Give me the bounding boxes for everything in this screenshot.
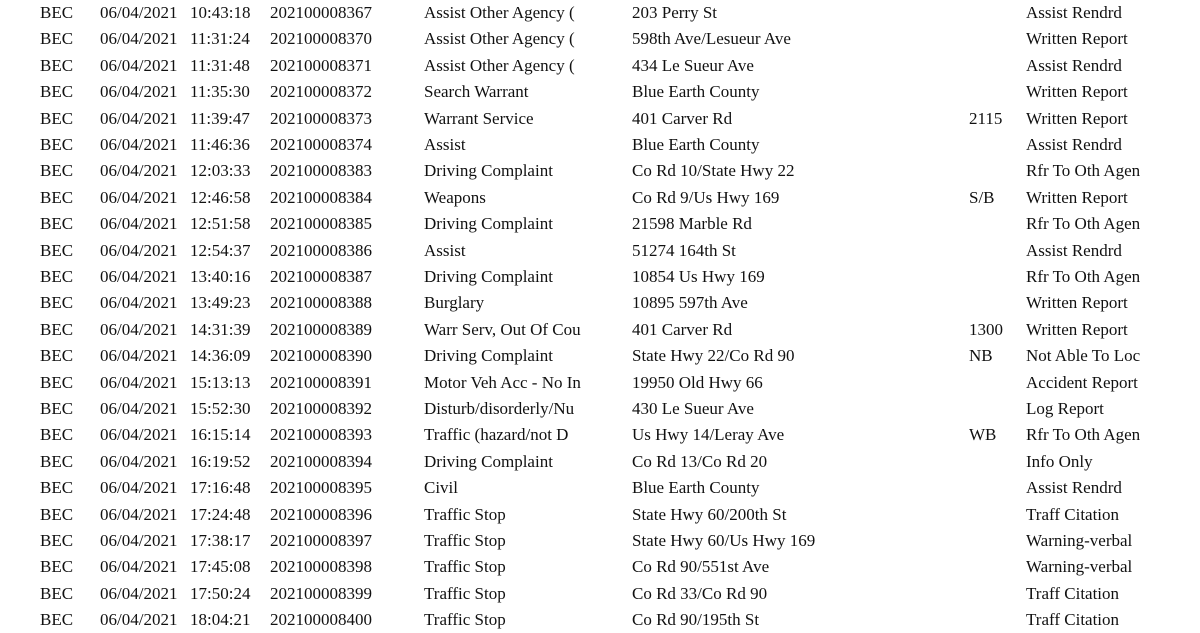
agency-cell: BEC — [40, 504, 74, 524]
table-row — [0, 317, 1200, 343]
nature-cell: Civil — [424, 478, 459, 498]
table-row — [0, 132, 1200, 158]
date-cell: 06/04/2021 — [100, 240, 178, 260]
agency-cell: BEC — [40, 610, 74, 630]
disposition-cell: Written Report — [1026, 82, 1128, 102]
case-number-cell: 202100008393 — [270, 425, 372, 445]
address-cell: 10854 Us Hwy 169 — [632, 267, 765, 286]
date-cell: 06/04/2021 — [100, 108, 178, 128]
address-cell: Co Rd 10/State Hwy 22 — [632, 161, 795, 181]
date-cell: 06/04/2021 — [100, 214, 178, 234]
time-cell: 16:15:14 — [190, 425, 251, 445]
address-cell: State Hwy 60/200th St — [632, 504, 787, 524]
disposition-cell: Traff Citation — [1026, 583, 1120, 603]
disposition-cell: Written Report — [1026, 187, 1128, 207]
date-cell: 06/04/2021 — [100, 531, 178, 550]
case-number-cell: 202100008370 — [270, 29, 372, 49]
date-cell: 06/04/2021 — [100, 293, 178, 313]
nature-cell: Assist Other Agency ( — [424, 3, 575, 22]
extra-cell: 2115 — [969, 108, 1003, 128]
time-cell: 11:31:24 — [190, 29, 250, 49]
agency-cell: BEC — [40, 478, 74, 498]
nature-cell: Traffic Stop — [424, 557, 506, 577]
nature-cell: Warrant Service — [424, 108, 534, 128]
agency-cell: BEC — [40, 29, 74, 49]
time-cell: 17:24:48 — [190, 504, 251, 524]
table-row — [0, 475, 1200, 501]
disposition-cell: Assist Rendrd — [1026, 240, 1122, 260]
case-number-cell: 202100008373 — [270, 108, 372, 128]
table-row — [0, 607, 1200, 633]
disposition-cell: Written Report — [1026, 319, 1128, 339]
table-row — [0, 343, 1200, 369]
nature-cell: Search Warrant — [424, 82, 529, 102]
agency-cell: BEC — [40, 108, 74, 128]
disposition-cell: Rfr To Oth Agen — [1026, 425, 1141, 445]
address-cell: Co Rd 90/195th St — [632, 610, 760, 630]
case-number-cell: 202100008391 — [270, 372, 372, 392]
case-number-cell: 202100008397 — [270, 531, 372, 550]
table-row — [0, 238, 1200, 264]
disposition-cell: Assist Rendrd — [1026, 3, 1122, 22]
nature-cell: Weapons — [424, 187, 486, 207]
agency-cell: BEC — [40, 425, 74, 445]
address-cell: 19950 Old Hwy 66 — [632, 372, 763, 392]
address-cell: 203 Perry St — [632, 3, 717, 22]
agency-cell: BEC — [40, 187, 74, 207]
case-number-cell: 202100008398 — [270, 557, 372, 577]
table-row — [0, 370, 1200, 396]
agency-cell: BEC — [40, 372, 74, 392]
address-cell: Blue Earth County — [632, 478, 760, 498]
disposition-cell: Traff Citation — [1026, 610, 1120, 630]
time-cell: 10:43:18 — [190, 3, 251, 22]
nature-cell: Disturb/disorderly/Nu — [424, 399, 575, 418]
nature-cell: Traffic Stop — [424, 504, 506, 524]
date-cell: 06/04/2021 — [100, 161, 178, 181]
time-cell: 14:31:39 — [190, 319, 251, 339]
agency-cell: BEC — [40, 214, 74, 234]
nature-cell: Driving Complaint — [424, 214, 553, 234]
case-number-cell: 202100008394 — [270, 451, 372, 471]
disposition-cell: Info Only — [1026, 451, 1093, 471]
case-number-cell: 202100008395 — [270, 478, 372, 498]
nature-cell: Driving Complaint — [424, 346, 553, 366]
table-row — [0, 502, 1200, 528]
table-row — [0, 528, 1200, 554]
nature-cell: Assist — [424, 240, 466, 260]
address-cell: 10895 597th Ave — [632, 293, 748, 313]
agency-cell: BEC — [40, 267, 74, 286]
agency-cell: BEC — [40, 399, 74, 418]
address-cell: Us Hwy 14/Leray Ave — [632, 425, 785, 445]
table-row — [0, 26, 1200, 52]
case-number-cell: 202100008367 — [270, 3, 372, 22]
agency-cell: BEC — [40, 451, 74, 471]
nature-cell: Driving Complaint — [424, 161, 553, 181]
date-cell: 06/04/2021 — [100, 29, 178, 49]
time-cell: 12:54:37 — [190, 240, 251, 260]
disposition-cell: Traff Citation — [1026, 504, 1120, 524]
disposition-cell: Rfr To Oth Agen — [1026, 214, 1141, 234]
nature-cell: Warr Serv, Out Of Cou — [424, 319, 581, 339]
disposition-cell: Warning-verbal — [1026, 557, 1133, 577]
table-row — [0, 396, 1200, 422]
case-number-cell: 202100008396 — [270, 504, 372, 524]
case-number-cell: 202100008399 — [270, 583, 372, 603]
agency-cell: BEC — [40, 583, 74, 603]
date-cell: 06/04/2021 — [100, 610, 178, 630]
date-cell: 06/04/2021 — [100, 267, 178, 286]
case-number-cell: 202100008390 — [270, 346, 372, 366]
time-cell: 15:13:13 — [190, 372, 251, 392]
agency-cell: BEC — [40, 557, 74, 577]
time-cell: 17:38:17 — [190, 531, 251, 550]
extra-cell: WB — [969, 425, 997, 445]
agency-cell: BEC — [40, 3, 74, 22]
agency-cell: BEC — [40, 82, 74, 102]
case-number-cell: 202100008400 — [270, 610, 372, 630]
table-row — [0, 581, 1200, 607]
date-cell: 06/04/2021 — [100, 583, 178, 603]
disposition-cell: Not Able To Loc — [1026, 346, 1141, 366]
time-cell: 17:16:48 — [190, 478, 251, 498]
date-cell: 06/04/2021 — [100, 187, 178, 207]
case-number-cell: 202100008392 — [270, 399, 372, 418]
nature-cell: Assist Other Agency ( — [424, 29, 575, 49]
disposition-cell: Assist Rendrd — [1026, 55, 1122, 75]
date-cell: 06/04/2021 — [100, 557, 178, 577]
address-cell: 434 Le Sueur Ave — [632, 55, 754, 75]
extra-cell: S/B — [969, 187, 995, 207]
case-number-cell: 202100008383 — [270, 161, 372, 181]
time-cell: 14:36:09 — [190, 346, 251, 366]
nature-cell: Traffic Stop — [424, 531, 506, 550]
date-cell: 06/04/2021 — [100, 346, 178, 366]
time-cell: 18:04:21 — [190, 610, 251, 630]
address-cell: 598th Ave/Lesueur Ave — [632, 29, 791, 49]
time-cell: 17:50:24 — [190, 583, 251, 603]
address-cell: Co Rd 13/Co Rd 20 — [632, 451, 768, 471]
time-cell: 12:51:58 — [190, 214, 251, 234]
disposition-cell: Log Report — [1026, 399, 1104, 418]
date-cell: 06/04/2021 — [100, 82, 178, 102]
nature-cell: Assist — [424, 135, 466, 154]
date-cell: 06/04/2021 — [100, 135, 178, 154]
time-cell: 11:31:48 — [190, 55, 250, 75]
disposition-cell: Written Report — [1026, 293, 1128, 313]
nature-cell: Burglary — [424, 293, 485, 313]
case-number-cell: 202100008389 — [270, 319, 372, 339]
case-number-cell: 202100008374 — [270, 135, 372, 154]
case-number-cell: 202100008384 — [270, 187, 372, 207]
address-cell: Blue Earth County — [632, 82, 760, 102]
date-cell: 06/04/2021 — [100, 55, 178, 75]
nature-cell: Driving Complaint — [424, 267, 553, 286]
nature-cell: Motor Veh Acc - No In — [424, 372, 581, 392]
agency-cell: BEC — [40, 161, 74, 181]
table-row — [0, 554, 1200, 580]
date-cell: 06/04/2021 — [100, 451, 178, 471]
date-cell: 06/04/2021 — [100, 504, 178, 524]
table-row — [0, 53, 1200, 79]
table-row — [0, 449, 1200, 475]
time-cell: 13:49:23 — [190, 293, 251, 313]
disposition-cell: Assist Rendrd — [1026, 478, 1122, 498]
address-cell: State Hwy 22/Co Rd 90 — [632, 346, 795, 366]
extra-cell: 1300 — [969, 319, 1003, 339]
table-row — [0, 0, 1200, 26]
address-cell: 21598 Marble Rd — [632, 214, 752, 234]
date-cell: 06/04/2021 — [100, 372, 178, 392]
table-row — [0, 79, 1200, 105]
time-cell: 12:03:33 — [190, 161, 251, 181]
address-cell: Co Rd 33/Co Rd 90 — [632, 583, 768, 603]
date-cell: 06/04/2021 — [100, 319, 178, 339]
extra-cell: NB — [969, 346, 993, 366]
time-cell: 16:19:52 — [190, 451, 251, 471]
nature-cell: Assist Other Agency ( — [424, 55, 575, 75]
table-row — [0, 422, 1200, 448]
agency-cell: BEC — [40, 319, 74, 339]
disposition-cell: Rfr To Oth Agen — [1026, 161, 1141, 181]
table-row — [0, 290, 1200, 316]
case-number-cell: 202100008388 — [270, 293, 372, 313]
case-number-cell: 202100008371 — [270, 55, 372, 75]
nature-cell: Traffic (hazard/not D — [424, 425, 569, 445]
address-cell: Co Rd 90/551st Ave — [632, 557, 770, 577]
disposition-cell: Written Report — [1026, 108, 1128, 128]
case-number-cell: 202100008385 — [270, 214, 372, 234]
date-cell: 06/04/2021 — [100, 478, 178, 498]
agency-cell: BEC — [40, 240, 74, 260]
address-cell: 401 Carver Rd — [632, 108, 733, 128]
nature-cell: Driving Complaint — [424, 451, 553, 471]
date-cell: 06/04/2021 — [100, 3, 178, 22]
date-cell: 06/04/2021 — [100, 425, 178, 445]
case-number-cell: 202100008372 — [270, 82, 372, 102]
agency-cell: BEC — [40, 531, 74, 550]
table-row — [0, 106, 1200, 132]
address-cell: 401 Carver Rd — [632, 319, 733, 339]
address-cell: 51274 164th St — [632, 240, 736, 260]
disposition-cell: Assist Rendrd — [1026, 135, 1122, 154]
agency-cell: BEC — [40, 55, 74, 75]
time-cell: 15:52:30 — [190, 399, 251, 418]
table-row — [0, 158, 1200, 184]
time-cell: 11:46:36 — [190, 135, 250, 154]
agency-cell: BEC — [40, 346, 74, 366]
time-cell: 11:35:30 — [190, 82, 250, 102]
table-row — [0, 264, 1200, 290]
address-cell: State Hwy 60/Us Hwy 169 — [632, 531, 816, 550]
case-number-cell: 202100008386 — [270, 240, 372, 260]
disposition-cell: Rfr To Oth Agen — [1026, 267, 1141, 286]
table-row — [0, 211, 1200, 237]
time-cell: 11:39:47 — [190, 108, 250, 128]
table-row — [0, 185, 1200, 211]
address-cell: Co Rd 9/Us Hwy 169 — [632, 187, 780, 207]
case-number-cell: 202100008387 — [270, 267, 372, 286]
disposition-cell: Written Report — [1026, 29, 1128, 49]
nature-cell: Traffic Stop — [424, 610, 506, 630]
disposition-cell: Warning-verbal — [1026, 531, 1133, 550]
time-cell: 17:45:08 — [190, 557, 251, 577]
disposition-cell: Accident Report — [1026, 372, 1138, 392]
nature-cell: Traffic Stop — [424, 583, 506, 603]
agency-cell: BEC — [40, 135, 74, 154]
agency-cell: BEC — [40, 293, 74, 313]
time-cell: 12:46:58 — [190, 187, 251, 207]
date-cell: 06/04/2021 — [100, 399, 178, 418]
address-cell: 430 Le Sueur Ave — [632, 399, 754, 418]
address-cell: Blue Earth County — [632, 135, 760, 154]
time-cell: 13:40:16 — [190, 267, 251, 286]
